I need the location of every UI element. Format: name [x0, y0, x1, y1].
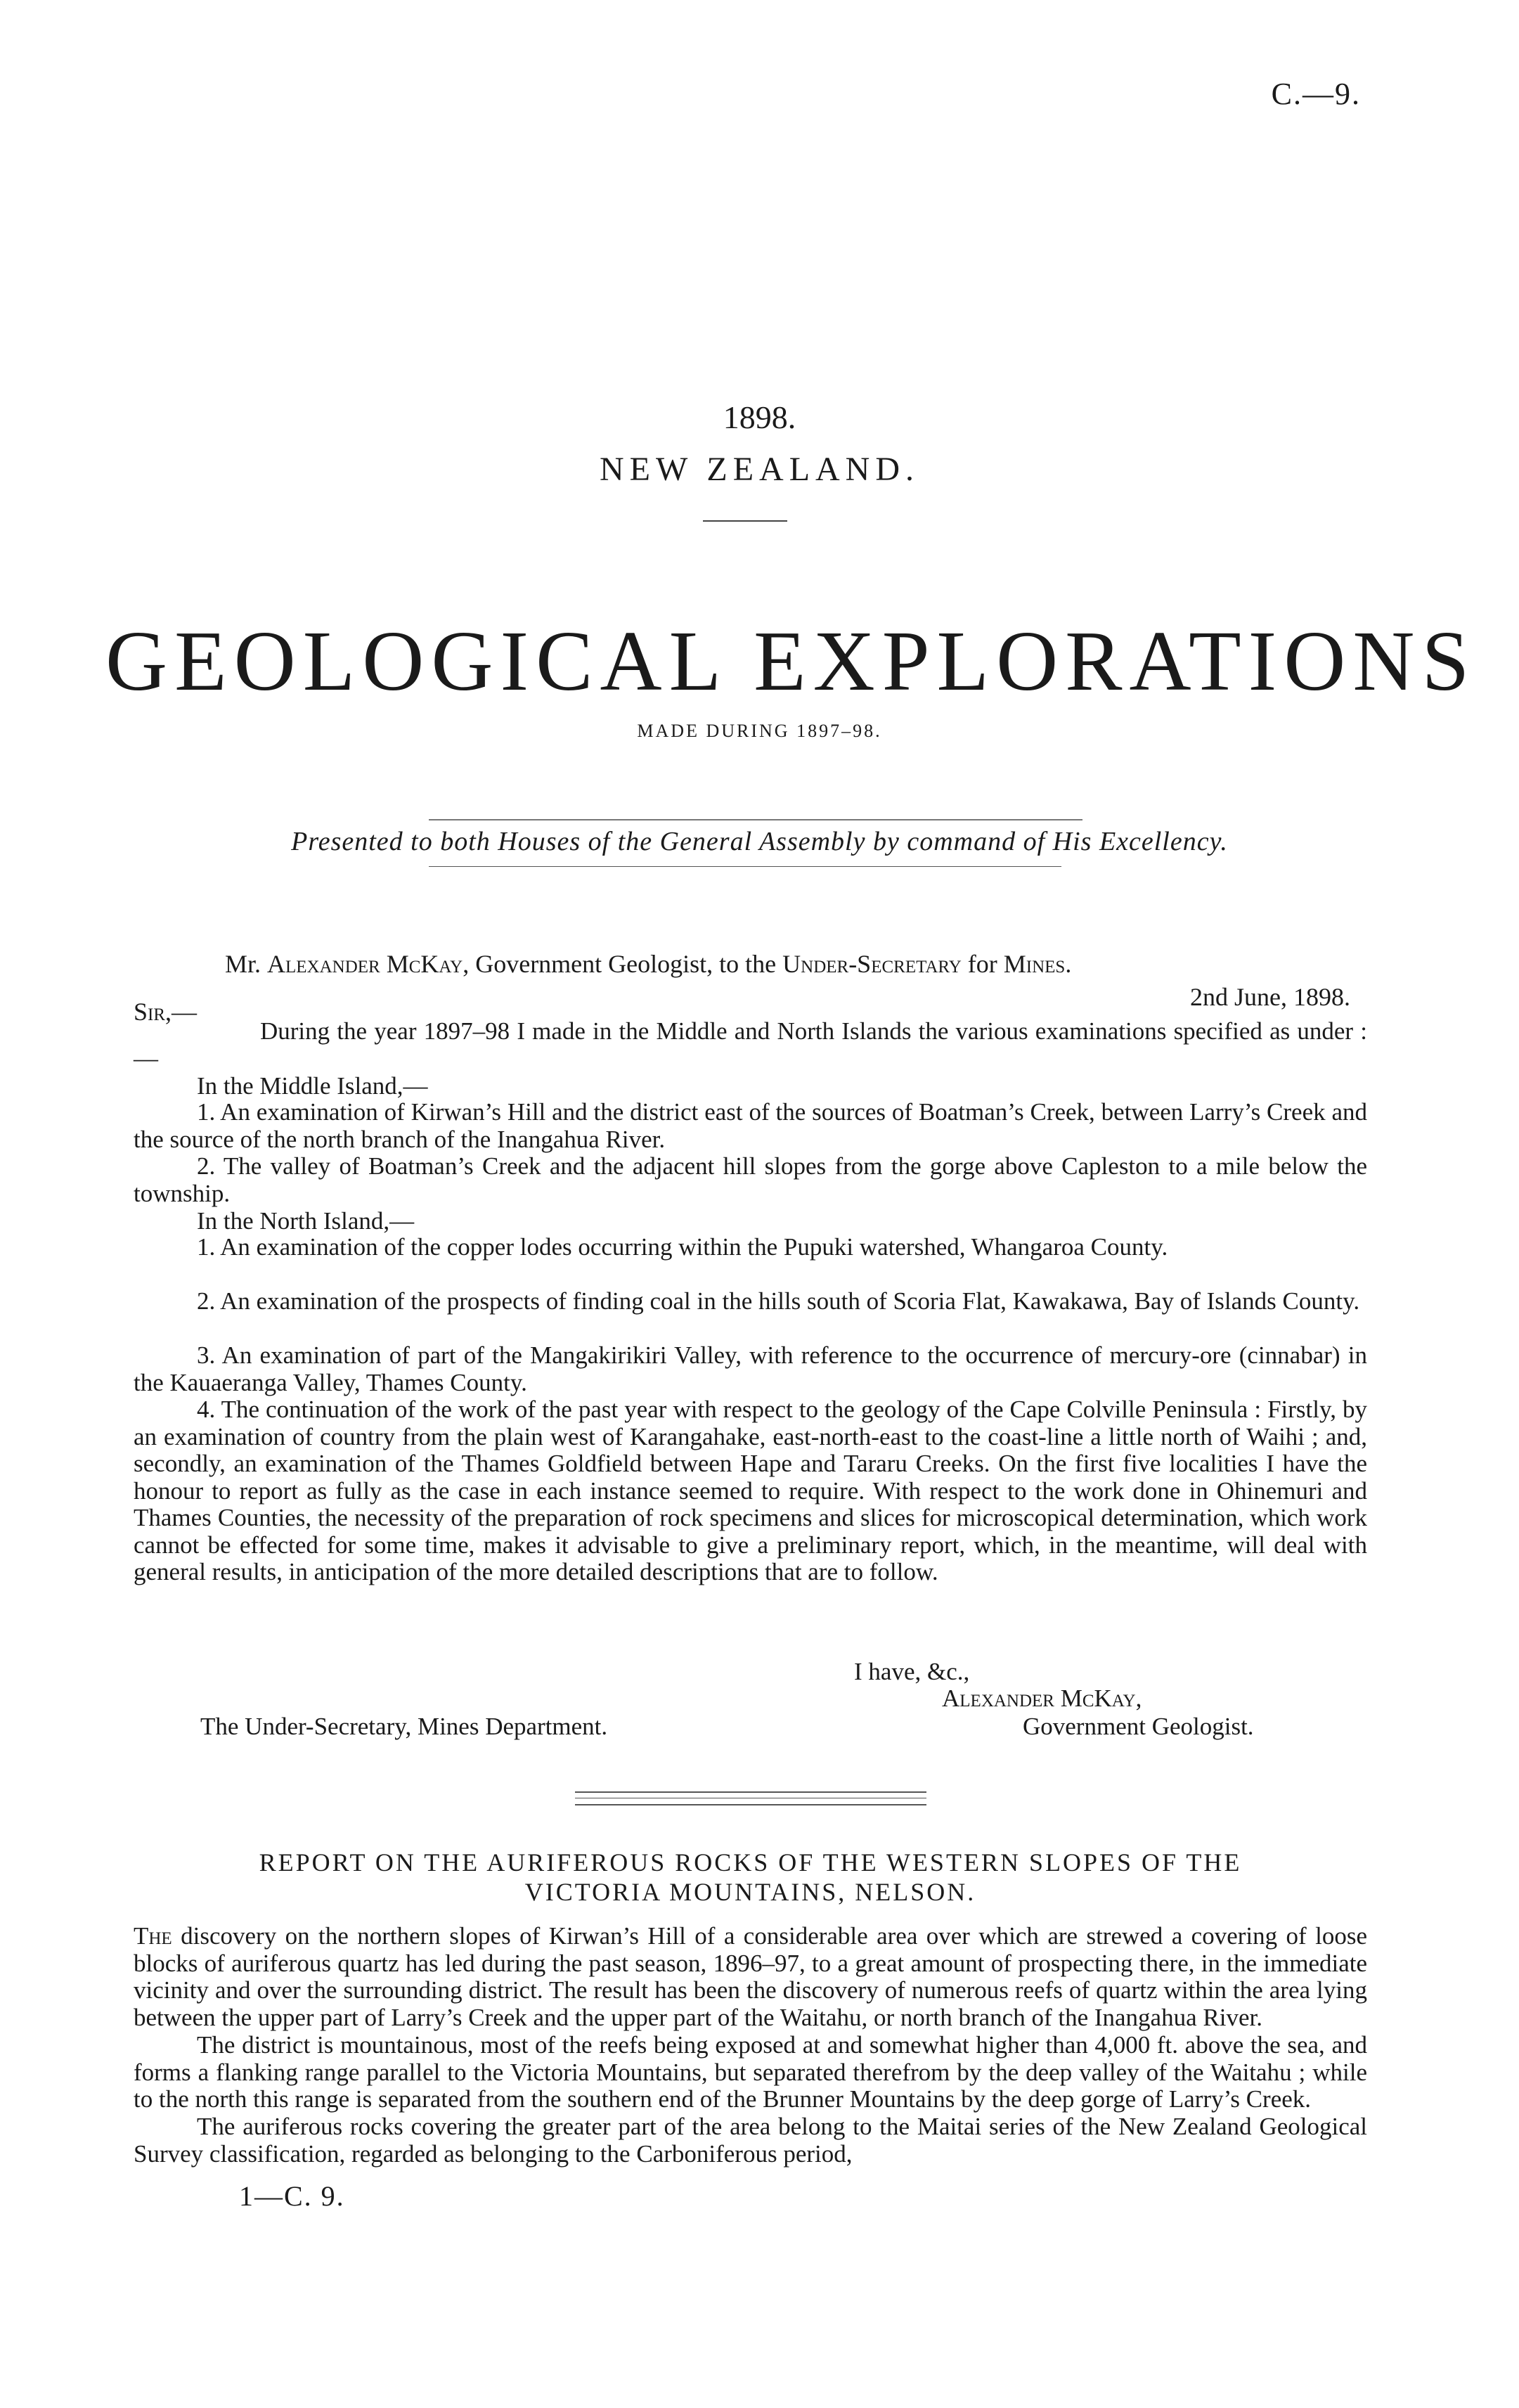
divider [575, 1804, 926, 1805]
letter-heading [225, 951, 1071, 978]
divider [429, 866, 1061, 867]
list-item: 3. An examination of part of the Mangakirikiri Valley, with reference to the occurrence of mercury-ore (cinnabar) in the Kauaeranga Valley, Thames County. [134, 1341, 1367, 1396]
list-item: 2. The valley of Boatman’s Creek and the adjacent hill slopes from the gorge above Capleston to a mile below the township. [134, 1152, 1367, 1207]
divider [429, 819, 1082, 820]
report-paragraph-text: discovery on the northern slopes of Kirwan’s Hill of a considerable area over which are strewed a covering of loose blocks of auriferous quartz has led during the past season, 1896–97, to a great amount of prospecting there, in the immediate vicinity and over the surrounding district. The result has been the discovery of numerous reefs of quartz within the area lying between the upper part of Larry’s Creek and the upper part of the Waitahu, or north branch of the Inangahua River. [134, 1922, 1367, 2031]
middle-island-heading: In the Middle Island,— [197, 1072, 428, 1100]
letter-intro: During the year 1897–98 I made in the Middle and North Islands the various examinations specified as under :— [134, 1017, 1367, 1072]
report-title-line-1: REPORT ON THE AURIFEROUS ROCKS OF THE WESTERN SLOPES OF THE [259, 1848, 1242, 1876]
page-number: 1—C. 9. [239, 2180, 345, 2212]
divider [575, 1791, 926, 1793]
report-paragraph [134, 1923, 1367, 2031]
letter-heading-for: for [967, 950, 997, 978]
document-subtitle: MADE DURING 1897–98. [637, 721, 882, 741]
letter-heading-mr: Mr. [225, 950, 261, 978]
letter-date: 2nd June, 1898. [1190, 983, 1350, 1011]
signature-name: Alexander McKay, [942, 1685, 1142, 1712]
letter-department: Mines. [1003, 950, 1072, 978]
salutation: Sir,— [134, 998, 198, 1026]
letter-recipient: Under-Secretary [782, 950, 962, 978]
year: 1898. [723, 399, 796, 435]
list-item: 2. An examination of the prospects of finding coal in the hills south of Scoria Flat, Kawakawa, Bay of Islands County. [197, 1287, 1360, 1315]
list-item: 1. An examination of the copper lodes occurring within the Pupuki watershed, Whangaroa County. [197, 1233, 1168, 1261]
presented-line: Presented to both Houses of the General Assembly by command of His Excellency. [291, 827, 1228, 856]
page-reference: C.—9. [1271, 77, 1361, 111]
document-title: GEOLOGICAL EXPLORATIONS [105, 614, 1477, 709]
report-title [134, 1848, 1367, 1907]
signature-title: Government Geologist. [1023, 1713, 1254, 1740]
report-paragraph: The district is mountainous, most of the reefs being exposed at and somewhat higher than 4,000 ft. above the sea, and forms a flanking range parallel to the Victoria Mountains, but separated therefrom by the deep valley of the Waitahu ; while to the north this range is separated from the southern end of the Brunner Mountains by the deep gorge of Larry’s Creek. [134, 2031, 1367, 2113]
list-item: 4. The continuation of the work of the past year with respect to the geology of the Cape Colville Peninsula : Firstly, by an examination of country from the plain west of Karangahake, east-north-east to the coast-line a little north of Waihi ; and, secondly, an examination of the Thames Goldfield between Hape and Tararu Creeks. On the first five localities I have the honour to report as fully as the case in each instance seemed to require. With respect to the work done in Ohinemuri and Thames Counties, the necessity of the preparation of rock specimens and slices for microscopical determination, which work cannot be effected for some time, makes it advisable to give a preliminary report, which, in the meantime, will deal with general results, in anticipation of the more detailed descriptions that are to follow. [134, 1396, 1367, 1585]
divider [703, 520, 787, 522]
report-paragraph: The auriferous rocks covering the greater part of the area belong to the Maitai series of the New Zealand Geological Survey classification, regarded as belonging to the Carboniferous period, [134, 2113, 1367, 2168]
report-title-line-2: VICTORIA MOUNTAINS, NELSON. [524, 1878, 976, 1906]
letter-heading-mid: , Government Geologist, to the [463, 950, 777, 978]
country: NEW ZEALAND. [599, 451, 920, 488]
addressee: The Under-Secretary, Mines Department. [200, 1713, 608, 1740]
north-island-heading: In the North Island,— [197, 1207, 415, 1235]
report-lead-word: The [134, 1922, 172, 1950]
letter-author: Alexander McKay [267, 950, 463, 978]
list-item: 1. An examination of Kirwan’s Hill and the district east of the sources of Boatman’s Creek, between Larry’s Creek and the source of the north branch of the Inangahua River. [134, 1098, 1367, 1153]
letter-closing: I have, &c., [854, 1658, 970, 1685]
